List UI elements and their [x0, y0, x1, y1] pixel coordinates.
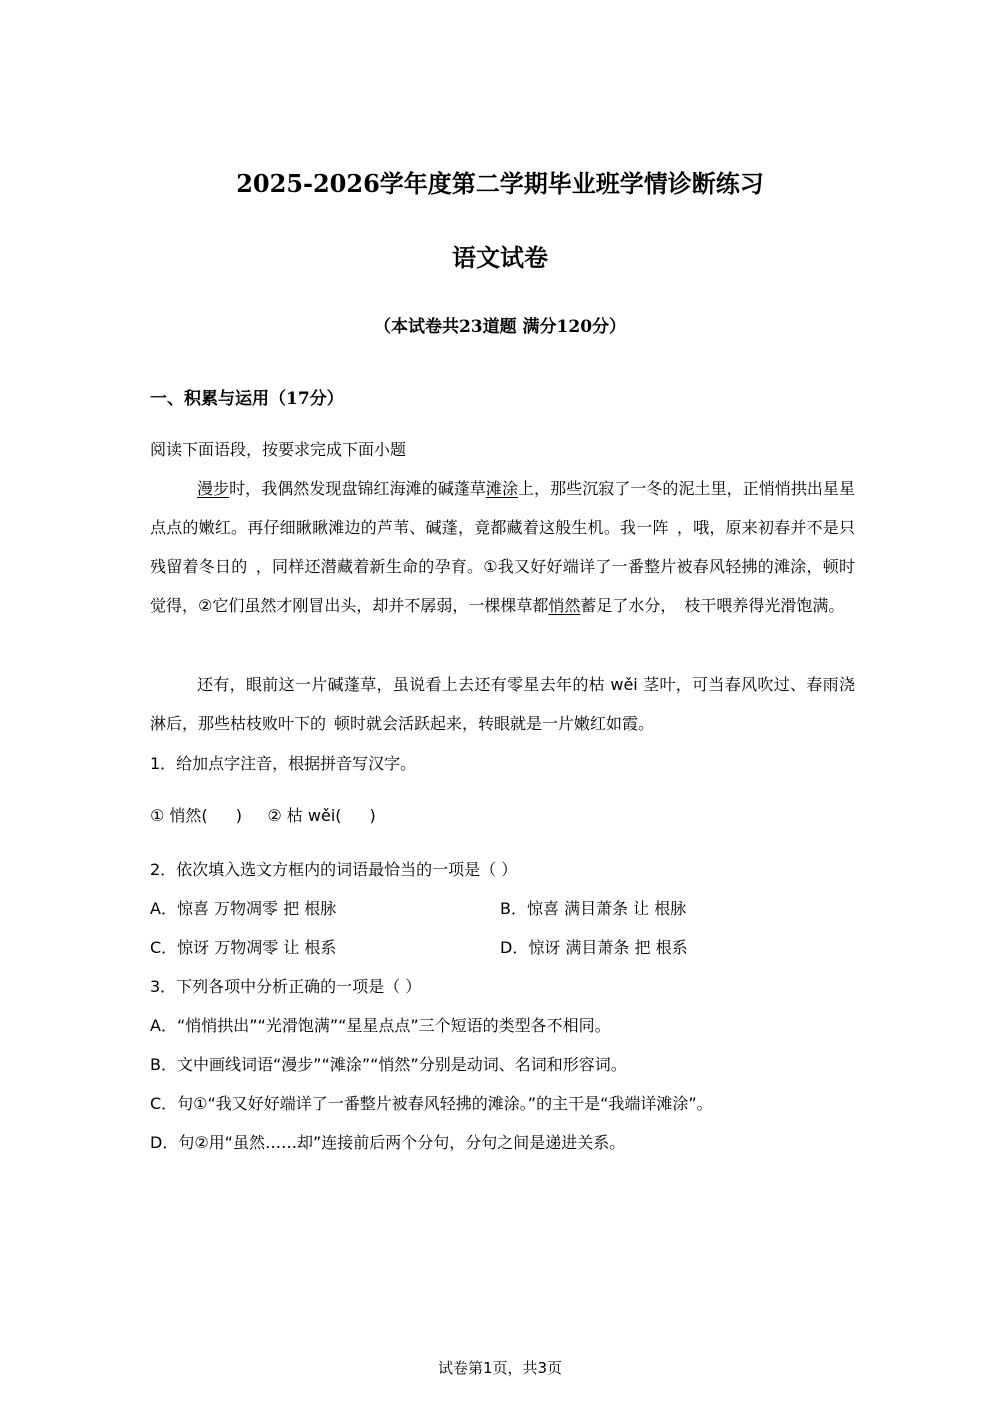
q3-option-a: A．“悄悄拱出”“光滑饱满”“星星点点”三个短语的类型各不相同。 — [150, 1016, 611, 1035]
q1-item-2: ② 枯 wěi( — [267, 806, 342, 825]
section-intro: 阅读下面语段，按要求完成下面小题 — [150, 440, 407, 459]
q3-option-c: C．句①“我又好好端详了一番整片被春风轻拂的滩涂。”的主干是“我端详滩涂”。 — [150, 1094, 713, 1113]
question-2-stem: 2．依次填入选文方框内的词语最恰当的一项是（ ） — [150, 860, 518, 879]
q1-item-1-close: ) — [235, 806, 242, 825]
passage-text: ，同样还潜藏着新生命的孕育。①我又好好端详了一番整片被春风轻拂的滩涂，顿时觉得，②它们虽然才刚冒出头，却并不孱弱，一棵棵草都 — [150, 557, 855, 615]
passage-text: 枝干喂养得光滑饱满。 — [684, 596, 845, 615]
passage-paragraph-2 — [150, 665, 855, 743]
passage-text: 时，我偶然发现盘锦红海滩的碱蓬草 — [229, 479, 486, 498]
passage-text: 上，那些沉寂了一冬的泥土里，正悄悄拱出星星点点的嫩红。再仔细瞅瞅滩边的芦苇、碱蓬，竟都藏着这般生机。我一阵 — [150, 479, 855, 537]
section-heading: 一、积累与运用（17分） — [150, 389, 344, 409]
q1-item-1: ① 悄然( — [150, 806, 208, 825]
q1-item-2-close: ) — [369, 806, 376, 825]
passage-text: 还有，眼前这一片碱蓬草，虽说看上去还有零星去年的枯 wěi 茎叶，可当春风吹过、春雨浇淋后，那些枯枝败叶下的 — [150, 675, 855, 733]
passage-text: 蓄足了水分， — [580, 596, 677, 615]
underlined-word-tantu: 滩涂 — [485, 479, 518, 498]
passage-text: ，哦，原来初春并不是只残留着冬日的 — [150, 518, 855, 576]
question-1-items — [150, 796, 855, 835]
exam-title: 2025-2026学年度第二学期毕业班学情诊断练习 — [236, 169, 764, 198]
q2-option-c: C．惊讶 万物凋零 让 根系 — [150, 938, 337, 957]
subject-title: 语文试卷 — [452, 243, 548, 272]
page-footer: 试卷第1页，共3页 — [437, 1359, 563, 1377]
q3-option-d: D．句②用“虽然……却”连接前后两个分句，分句之间是递进关系。 — [150, 1133, 626, 1152]
q2-option-a: A．惊喜 万物凋零 把 根脉 — [150, 899, 337, 918]
question-1-stem: 1．给加点字注音，根据拼音写汉字。 — [150, 754, 417, 773]
q2-option-d: D．惊讶 满目萧条 把 根系 — [500, 938, 688, 957]
passage-text: 顿时就会活跃起来，转眼就是一片嫩红如霞。 — [334, 714, 655, 733]
q2-option-b: B．惊喜 满目萧条 让 根脉 — [500, 899, 687, 918]
underlined-word-manbu: 漫步 — [197, 479, 230, 498]
q3-option-b: B．文中画线词语“漫步”“滩涂”“悄然”分别是动词、名词和形容词。 — [150, 1055, 627, 1074]
question-3-stem: 3．下列各项中分析正确的一项是（ ） — [150, 977, 422, 996]
underlined-word-qiaoran: 悄然 — [548, 596, 581, 615]
exam-note: （本试卷共23道题 满分120分） — [373, 317, 627, 337]
passage-paragraph-1 — [150, 469, 855, 625]
